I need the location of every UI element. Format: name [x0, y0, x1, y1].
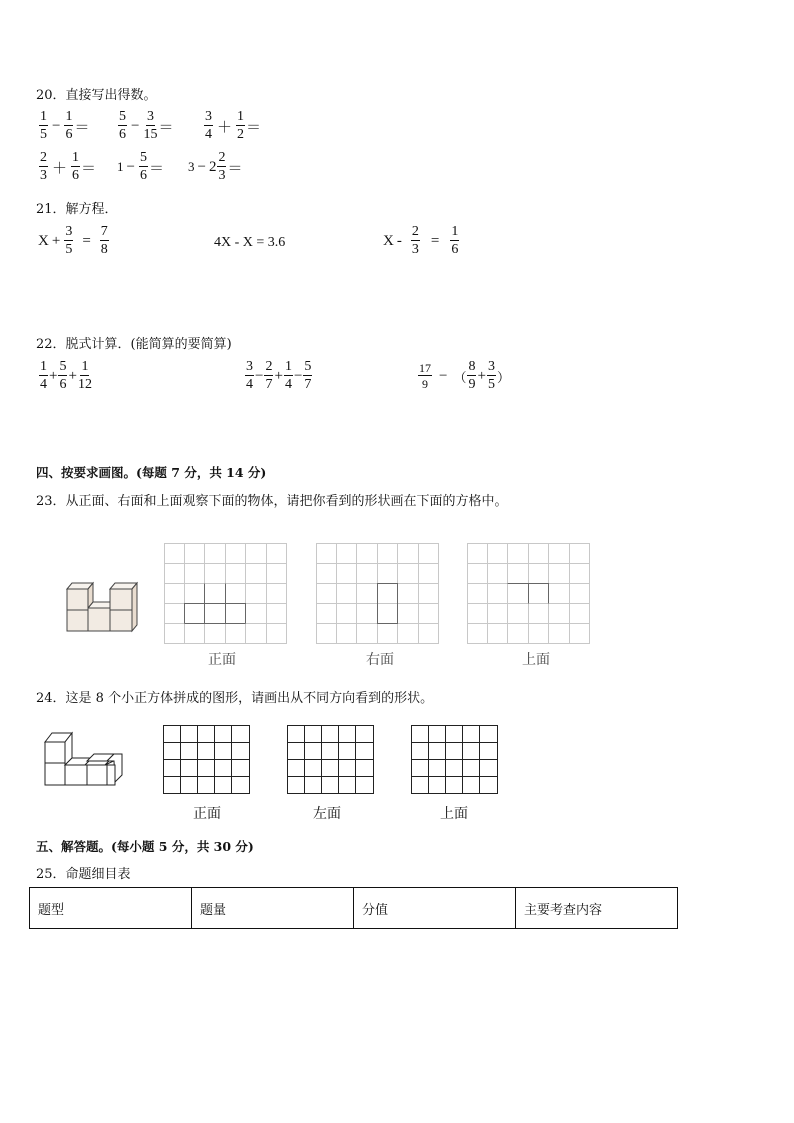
q22-title: 22．脱式计算．(能简算的要简算) [36, 337, 232, 352]
q24-label-left: 左面 [313, 806, 341, 822]
q24-title: 24．这是 8 个小正方体拼成的图形，请画出从不同方向看到的形状。 [36, 691, 434, 706]
q20-item-2: 5 6 − $\frac{3}{15}$ ＝ [119, 109, 174, 142]
table-header-cell: 分值 [354, 888, 516, 929]
q24-label-top: 上面 [440, 806, 468, 822]
q21-eq-2: 4X - X = 3.6 [214, 235, 286, 250]
section-4-heading: 四、按要求画图。(每题 7 分，共 14 分) [36, 465, 267, 480]
q23-grid-top [467, 543, 590, 644]
q22-expr-3: 17 9 − （ 8 9 + $\frac{3}{5}$ ） [419, 359, 510, 392]
section-5-heading: 五、解答题。(每小题 5 分，共 30 分) [36, 839, 254, 854]
q23-label-right: 右面 [366, 652, 394, 668]
q20-item-1: 1 5 − $\frac{1}{6}$ ＝ [40, 109, 90, 142]
q20-title: 20．直接写出得数。 [36, 88, 157, 103]
q22-expr-2: 3 4 − $\frac{2}{7}$ + $\frac{1}{4}$ − $\frac{5}{7}$ [246, 359, 312, 392]
table-header-cell: 主要考查内容 [516, 888, 678, 929]
q20-item-5: 1 − $\frac{5}{6}$ ＝ [117, 150, 164, 183]
spec-table [29, 887, 678, 929]
q21-eq-1: X + $\frac{3}{5}$ = $\frac{7}{8}$ [38, 224, 108, 257]
q23-label-top: 上面 [522, 652, 550, 668]
q23-cube-figure [62, 578, 144, 634]
table-header-cell: 题量 [192, 888, 354, 929]
q23-label-front: 正面 [208, 652, 236, 668]
q24-grid-top [411, 725, 498, 794]
q24-grid-front [163, 725, 250, 794]
q23-grid-right [316, 543, 439, 644]
q23-title: 23．从正面、右面和上面观察下面的物体，请把你看到的形状画在下面的方格中。 [36, 494, 508, 509]
q20-item-4: 2 3 ＋ 1 6 ＝ [40, 150, 97, 183]
q21-eq-3: X - $\frac{2}{3}$ = $\frac{1}{6}$ [383, 224, 459, 257]
q20-item-3: 3 4 ＋ 1 2 ＝ [205, 109, 262, 142]
q24-label-front: 正面 [193, 806, 221, 822]
q20-item-6: 3 − 2 2 3 ＝ [188, 150, 243, 183]
q24-cube-figure [42, 729, 126, 789]
table-row [30, 888, 678, 929]
q21-title: 21．解方程． [36, 202, 118, 217]
q24-grid-left [287, 725, 374, 794]
q22-expr-1: 1 4 + $\frac{5}{6}$ + $\frac{1}{12}$ [40, 359, 92, 392]
q23-grid-front [164, 543, 287, 644]
q25-title: 25．命题细目表 [36, 867, 131, 882]
table-header-cell: 题型 [30, 888, 192, 929]
